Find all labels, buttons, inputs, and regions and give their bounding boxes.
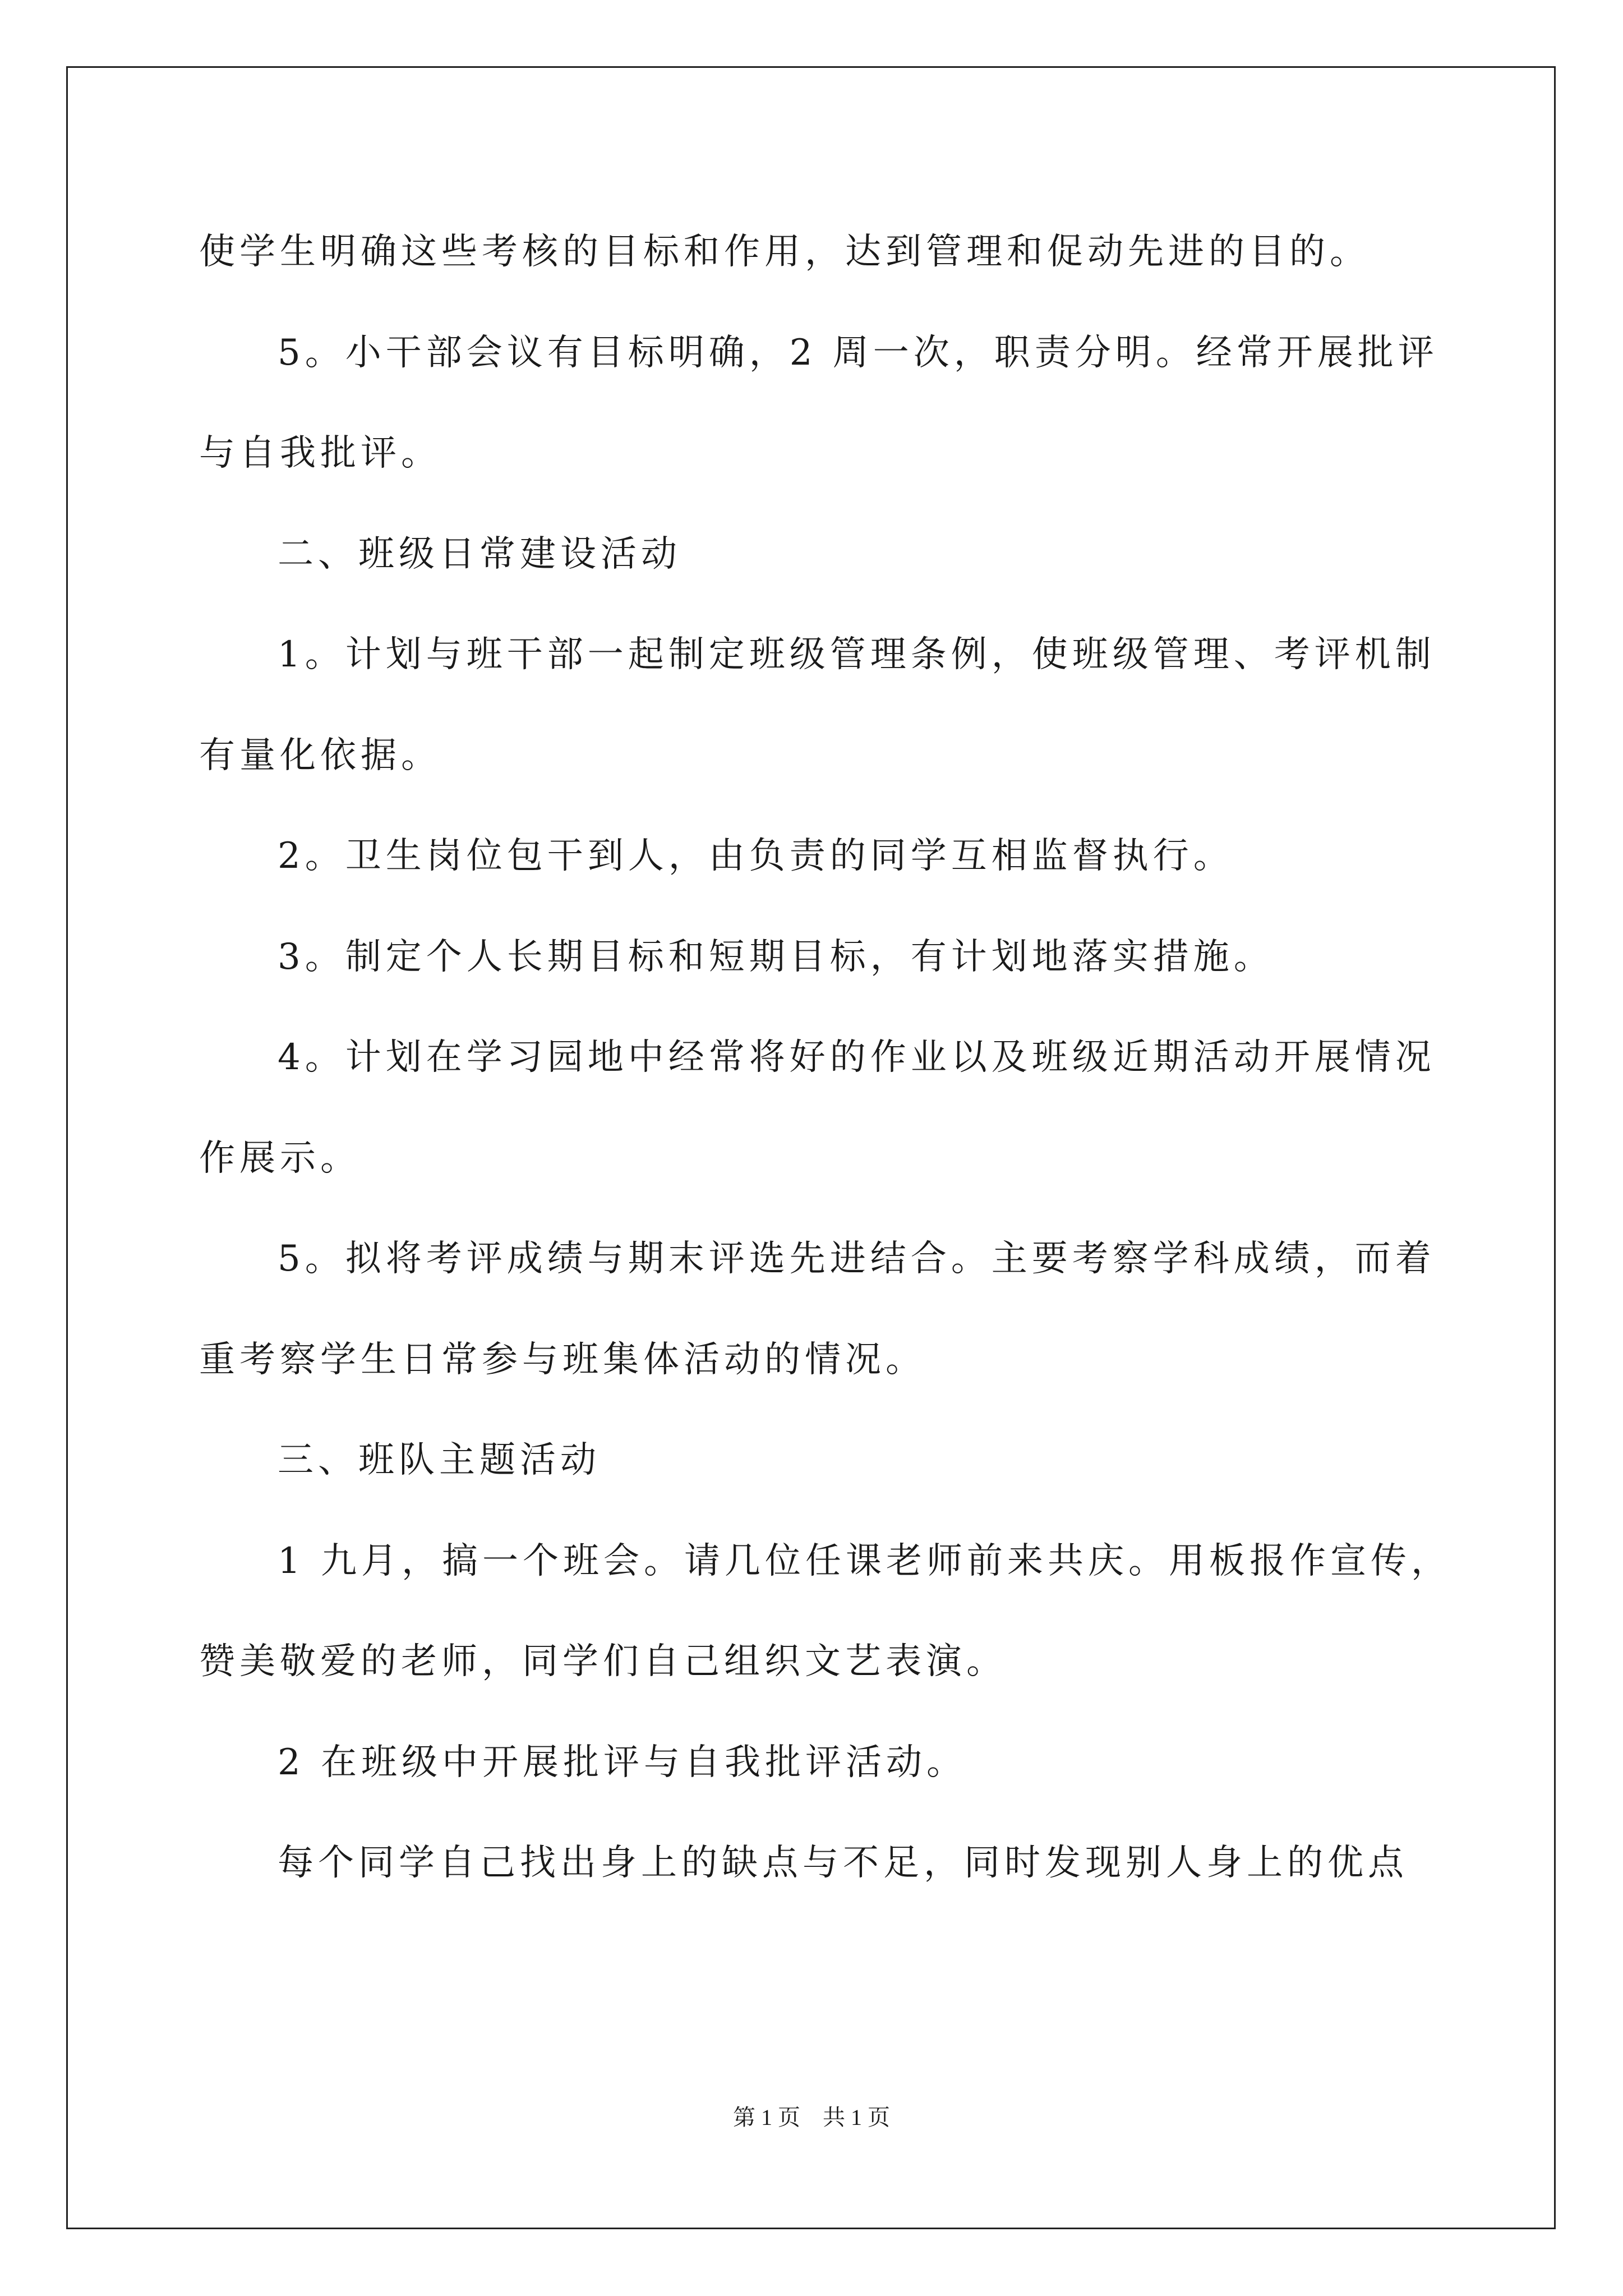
section-heading: 三、班队主题活动 [278,1439,601,1481]
text-line: 有量化依据。 [199,734,441,776]
text-line: 1。计划与班干部一起制定班级管理条例，使班级管理、考评机制 [278,634,1436,675]
text-line: 赞美敬爱的老师，同学们自己组织文艺表演。 [199,1641,1007,1682]
text-line: 2。卫生岗位包干到人，由负责的同学互相监督执行。 [278,835,1234,877]
text-line: 3。制定个人长期目标和短期目标，有计划地落实措施。 [278,936,1274,978]
text-line: 与自我批评。 [199,432,441,474]
document-body [199,202,1452,1914]
text-line: 每个同学自己找出身上的缺点与不足，同时发现别人身上的优点 [278,1842,1408,1884]
section-heading: 二、班级日常建设活动 [278,533,681,575]
text-line: 作展示。 [199,1137,361,1179]
text-line: 1 九月，搞一个班会。请几位任课老师前来共庆。用板报作宣传， [278,1540,1452,1582]
text-line: 5。小干部会议有目标明确，2 周一次，职责分明。经常开展批评 [278,332,1438,374]
text-line: 使学生明确这些考核的目标和作用，达到管理和促动先进的目的。 [199,231,1370,273]
text-line: 5。拟将考评成绩与期末评选先进结合。主要考察学科成绩，而着 [278,1238,1436,1280]
text-line: 4。计划在学习园地中经常将好的作业以及班级近期活动开展情况 [278,1037,1436,1078]
page-footer: 第 1 页 共 1 页 [733,2105,890,2130]
text-line: 重考察学生日常参与班集体活动的情况。 [199,1338,926,1381]
text-line: 2 在班级中开展批评与自我批评活动。 [278,1741,967,1783]
